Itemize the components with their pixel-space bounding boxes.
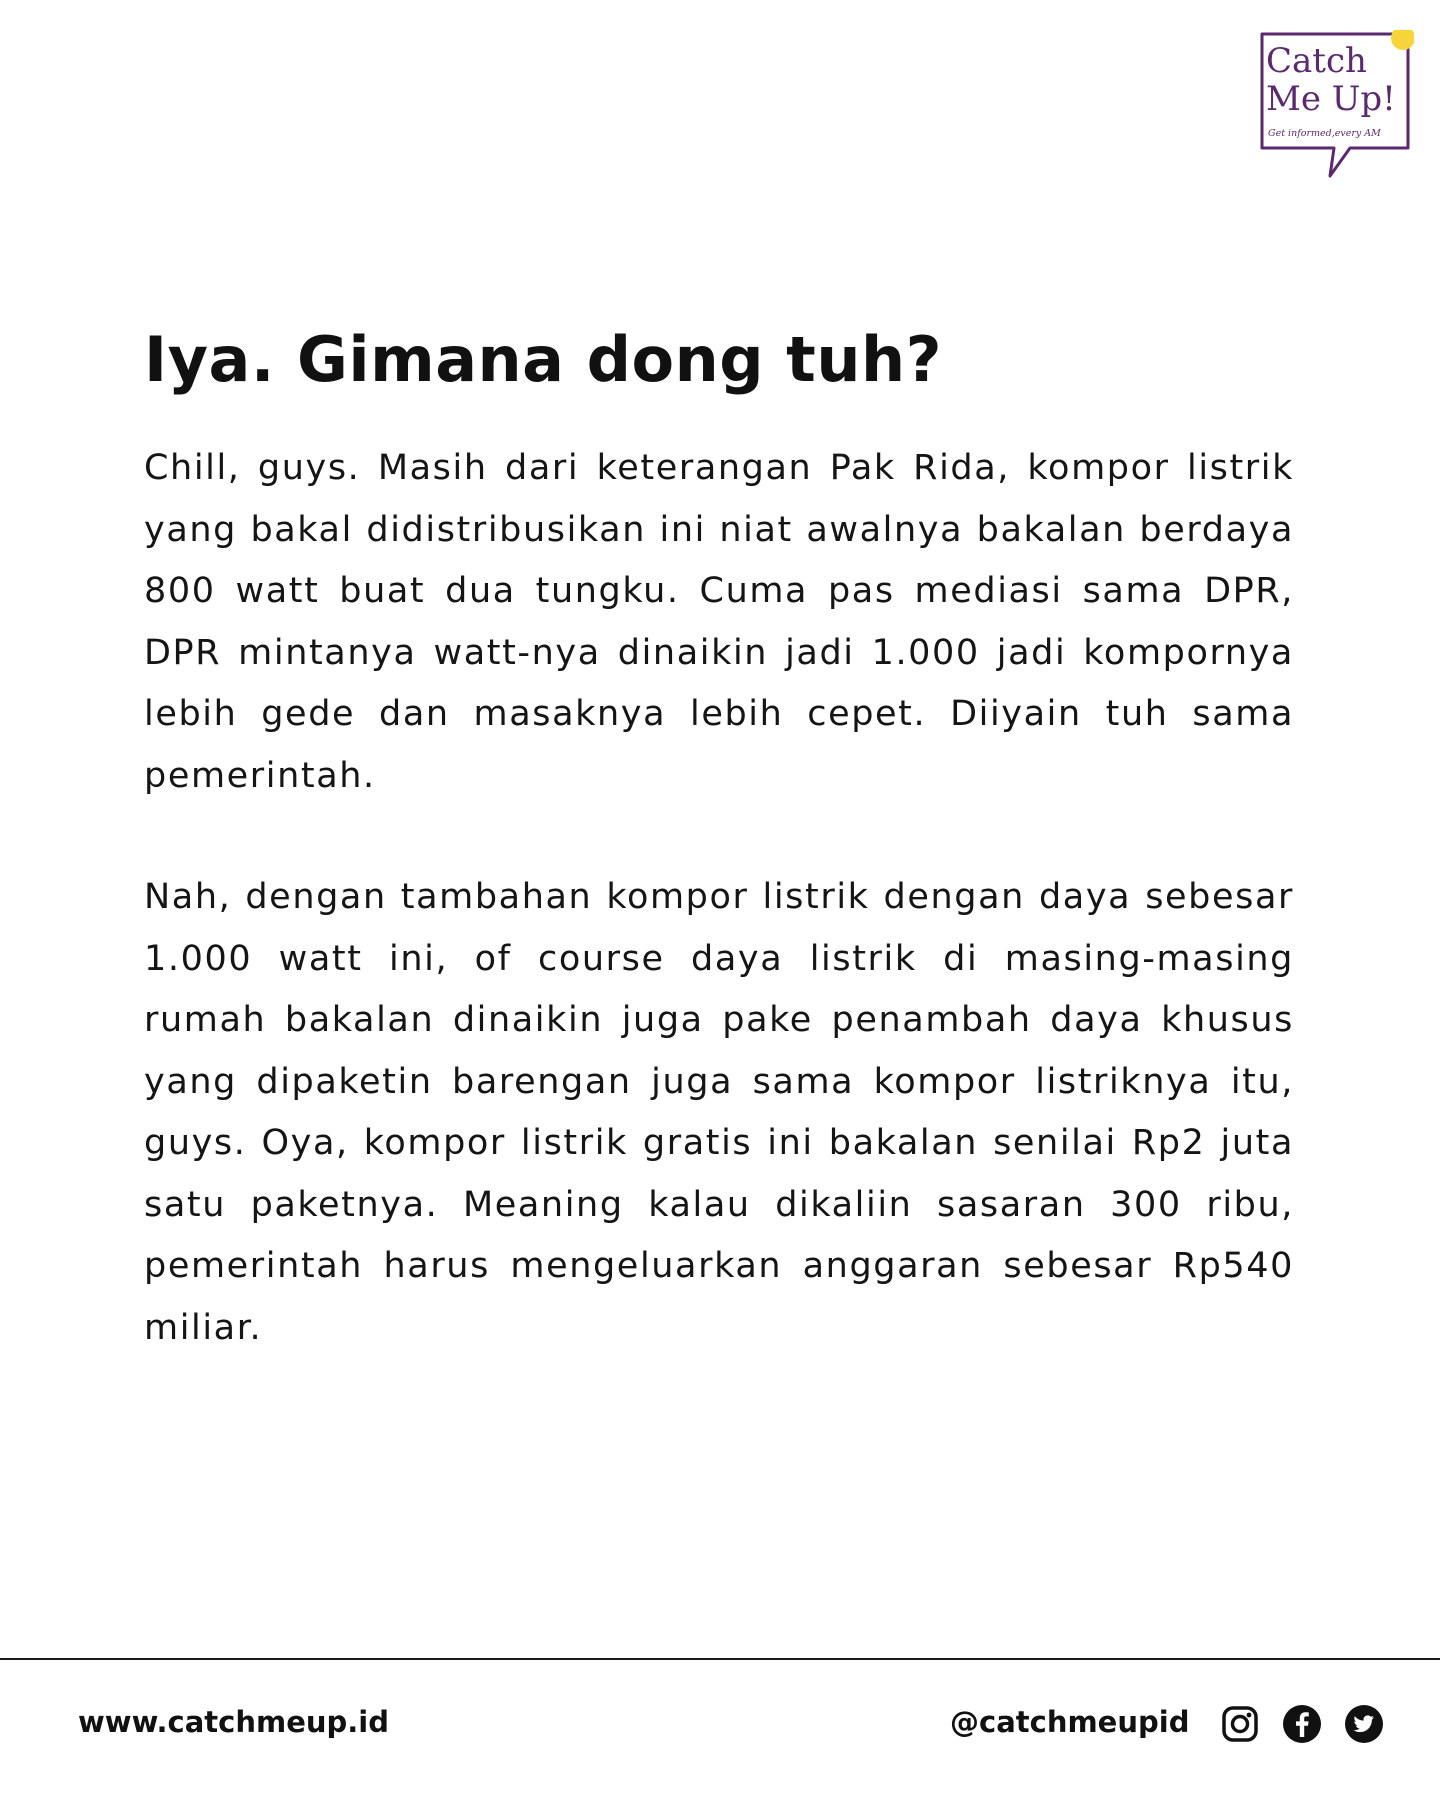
twitter-icon[interactable] <box>1344 1704 1384 1744</box>
article-paragraph: Nah, dengan tambahan kompor listrik dengan daya sebesar 1.000 watt ini, of course daya listrik di masing-masing rumah bakalan dinaikin juga pake penambah daya khusus yang dipaketin barengan juga sama kompor listriknya itu, guys. Oya, kompor listrik gratis ini bakalan senilai Rp2 juta satu paketnya. Meaning kalau dikaliin sasaran 300 ribu, pemerintah harus mengeluarkan anggaran sebesar Rp540 miliar. <box>144 877 1294 1348</box>
brand-logo <box>1258 30 1414 180</box>
speech-bubble-logo-icon <box>1258 30 1414 180</box>
footer-divider <box>0 1658 1440 1660</box>
logo-line-1: Catch <box>1266 41 1367 81</box>
article-body <box>144 438 1294 1359</box>
social-handle[interactable]: @catchmeupid <box>950 1705 1190 1739</box>
logo-line-2: Me Up! <box>1266 79 1396 119</box>
article-title: Iya. Gimana dong tuh? <box>144 323 943 396</box>
facebook-icon[interactable] <box>1282 1704 1322 1744</box>
website-link[interactable]: www.catchmeup.id <box>78 1705 389 1739</box>
instagram-icon[interactable] <box>1220 1704 1260 1744</box>
logo-tagline: Get informed,every AM <box>1268 128 1381 139</box>
article-paragraph: Chill, guys. Masih dari keterangan Pak Rida, kompor listrik yang bakal didistribusikan ini niat awalnya bakalan berdaya 800 watt buat dua tungku. Cuma pas mediasi sama DPR, DPR mintanya watt-nya dinaikin jadi 1.000 jadi kompornya lebih gede dan masaknya lebih cepet. Diiyain tuh sama pemerintah. <box>144 448 1294 796</box>
